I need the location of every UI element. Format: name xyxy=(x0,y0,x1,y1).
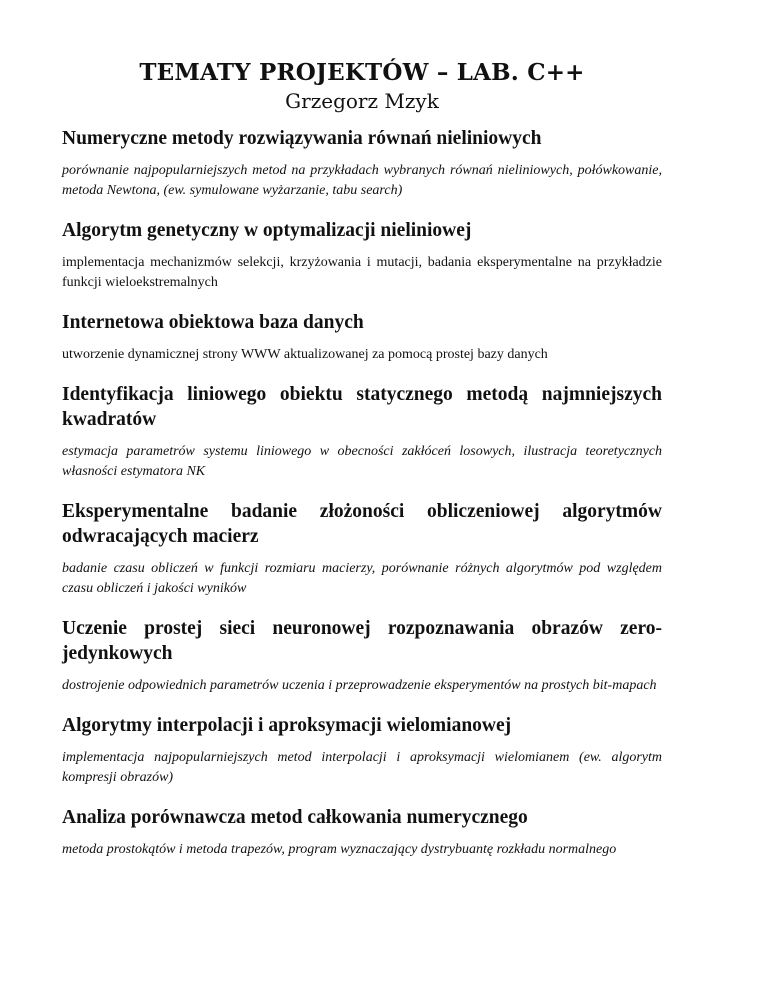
topic-title: Identyfikacja liniowego obiektu statycznego metodą najmniejszych kwadratów xyxy=(62,384,662,430)
topic-title: Analiza porównawcza metod całkowania numerycznego xyxy=(62,807,528,828)
topic-section xyxy=(62,126,662,201)
topic-title: Algorytmy interpolacji i aproksymacji wielomianowej xyxy=(62,715,512,736)
topic-description: implementacja mechanizmów selekcji, krzyżowania i mutacji, badania eksperymentalne na przykładzie funkcji wieloekstremalnych xyxy=(62,255,662,290)
topic-description: dostrojenie odpowiednich parametrów uczenia i przeprowadzenie eksperymentów na prostych bit-mapach xyxy=(62,678,657,693)
document-page xyxy=(62,58,662,877)
topic-section xyxy=(62,805,662,860)
topic-title: Eksperymentalne badanie złożoności obliczeniowej algorytmów odwracających macierz xyxy=(62,501,662,547)
document-title: TEMATY PROJEKTÓW – LAB. C++ xyxy=(139,59,585,86)
topic-section xyxy=(62,382,662,482)
topic-title: Uczenie prostej sieci neuronowej rozpoznawania obrazów zero-jedynkowych xyxy=(62,618,662,664)
topic-section xyxy=(62,616,662,696)
topic-section xyxy=(62,218,662,293)
topic-description: porównanie najpopularniejszych metod na przykładach wybranych równań nieliniowych, połówkowanie, metoda Newtona, (ew. symulowane wyżarzanie, tabu search) xyxy=(62,163,662,198)
topic-section xyxy=(62,713,662,788)
topic-section xyxy=(62,310,662,365)
topic-title: Numeryczne metody rozwiązywania równań nieliniowych xyxy=(62,128,542,149)
topic-description: implementacja najpopularniejszych metod interpolacji i aproksymacji wielomianem (ew. algorytm kompresji obrazów) xyxy=(62,750,662,785)
document-author: Grzegorz Mzyk xyxy=(285,89,439,113)
topic-description: metoda prostokątów i metoda trapezów, program wyznaczający dystrybuantę rozkładu normalnego xyxy=(62,842,617,857)
topic-title: Algorytm genetyczny w optymalizacji nieliniowej xyxy=(62,220,472,241)
topic-description: estymacja parametrów systemu liniowego w obecności zakłóceń losowych, ilustracja teoretycznych własności estymatora NK xyxy=(62,444,662,479)
topic-description: badanie czasu obliczeń w funkcji rozmiaru macierzy, porównanie różnych algorytmów pod względem czasu obliczeń i jakości wyników xyxy=(62,561,662,596)
topic-title: Internetowa obiektowa baza danych xyxy=(62,312,364,333)
topic-description: utworzenie dynamicznej strony WWW aktualizowanej za pomocą prostej bazy danych xyxy=(62,347,548,362)
topic-section xyxy=(62,499,662,599)
